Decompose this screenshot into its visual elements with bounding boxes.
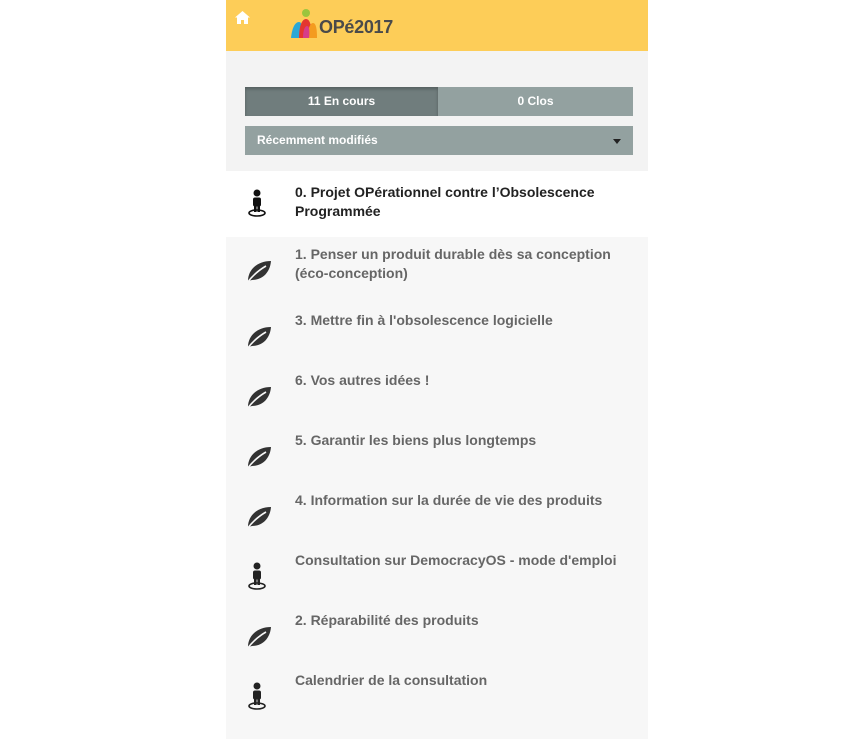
home-icon[interactable] [234,10,251,25]
status-tabs [245,87,633,116]
filter-controls [226,51,648,171]
tab-open[interactable]: 11 En cours [245,87,438,116]
top-bar [226,0,648,51]
topic-item[interactable] [226,363,648,423]
topic-title: Consultation sur DemocracyOS - mode d'emploi [295,552,617,568]
topic-item[interactable] [226,237,648,303]
leaf-icon [244,621,274,651]
logo[interactable] [290,4,393,40]
topic-title: 0. Projet OPérationnel contre l’Obsolescence Programmée [295,184,595,219]
topic-title: 5. Garantir les biens plus longtemps [295,432,537,448]
topic-item[interactable] [226,423,648,483]
topic-title: 2. Réparabilité des produits [295,612,479,628]
topic-title: 6. Vos autres idées ! [295,372,430,388]
topic-title: 1. Penser un produit durable dès sa conception (éco-conception) [295,246,611,281]
logo-people-icon [290,8,318,40]
topic-title: 3. Mettre fin à l'obsolescence logicielle [295,312,553,328]
topic-list [226,171,648,723]
topic-item[interactable] [226,303,648,363]
person-pin-icon [244,561,274,591]
leaf-icon [244,255,274,285]
leaf-icon [244,381,274,411]
topic-item[interactable] [226,483,648,543]
logo-text: OPé2017 [319,17,393,37]
topic-item[interactable] [226,171,648,237]
leaf-icon [244,501,274,531]
caret-down-icon [613,139,621,144]
topic-item[interactable] [226,603,648,663]
leaf-icon [244,321,274,351]
leaf-icon [244,441,274,471]
topic-title: 4. Information sur la durée de vie des produits [295,492,603,508]
person-pin-icon [244,681,274,711]
topic-title: Calendrier de la consultation [295,672,488,688]
tab-closed[interactable]: 0 Clos [438,87,633,116]
sort-selected-value: Récemment modifiés [257,133,378,147]
person-pin-icon [244,188,274,218]
topic-item[interactable] [226,663,648,723]
topic-item[interactable] [226,543,648,603]
app-panel [226,0,648,739]
sort-dropdown[interactable] [245,126,633,155]
